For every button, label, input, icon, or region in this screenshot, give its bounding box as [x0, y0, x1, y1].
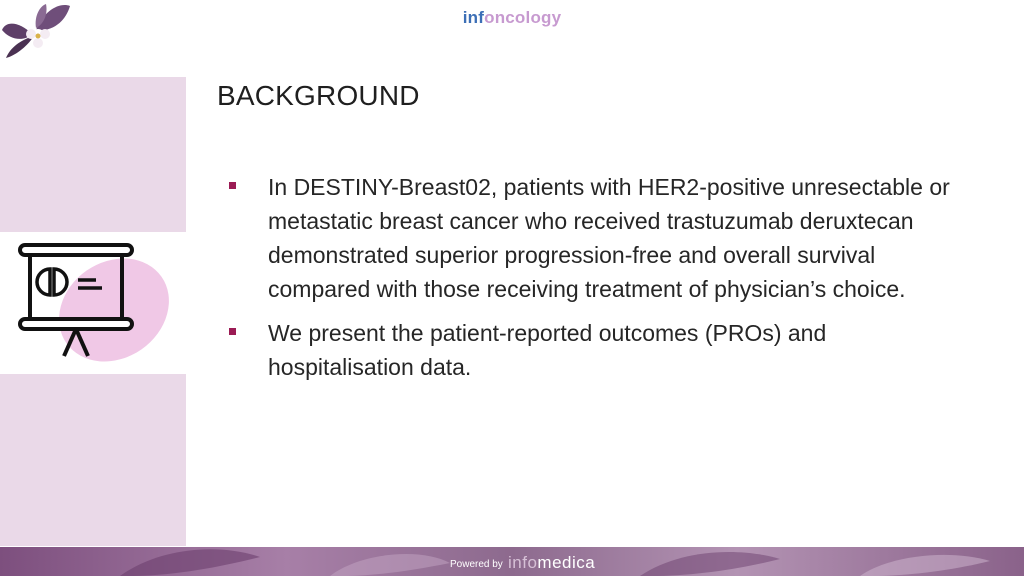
- footer-brand-part2: medica: [537, 553, 596, 572]
- square-bullet-icon: [229, 182, 236, 189]
- sidebar-top-panel: [0, 77, 186, 232]
- bullet-text: We present the patient-reported outcomes (PROs) and hospitalisation data.: [268, 320, 827, 380]
- brand-logo-part1: inf: [462, 8, 485, 27]
- bullet-list: [226, 170, 966, 394]
- bullet-item: [226, 170, 966, 306]
- brand-logo: [0, 8, 1024, 28]
- powered-by-label: Powered by: [450, 559, 503, 570]
- presentation-board-icon: [14, 238, 170, 366]
- brand-logo-part2: oncology: [484, 8, 562, 27]
- footer-brand-part1: info: [508, 553, 538, 572]
- square-bullet-icon: [229, 328, 236, 335]
- sidebar-bottom-panel: [0, 374, 186, 546]
- footer-brand-logo: [508, 553, 595, 573]
- bullet-text: In DESTINY-Breast02, patients with HER2-positive unresectable or metastatic breast cancer who received trastuzumab deruxtecan demonstrated superior progression-free and overall survival compared with those receiving treatment of physician’s choice.: [268, 174, 950, 302]
- slide-title: BACKGROUND: [217, 80, 420, 111]
- bullet-item: [226, 316, 966, 384]
